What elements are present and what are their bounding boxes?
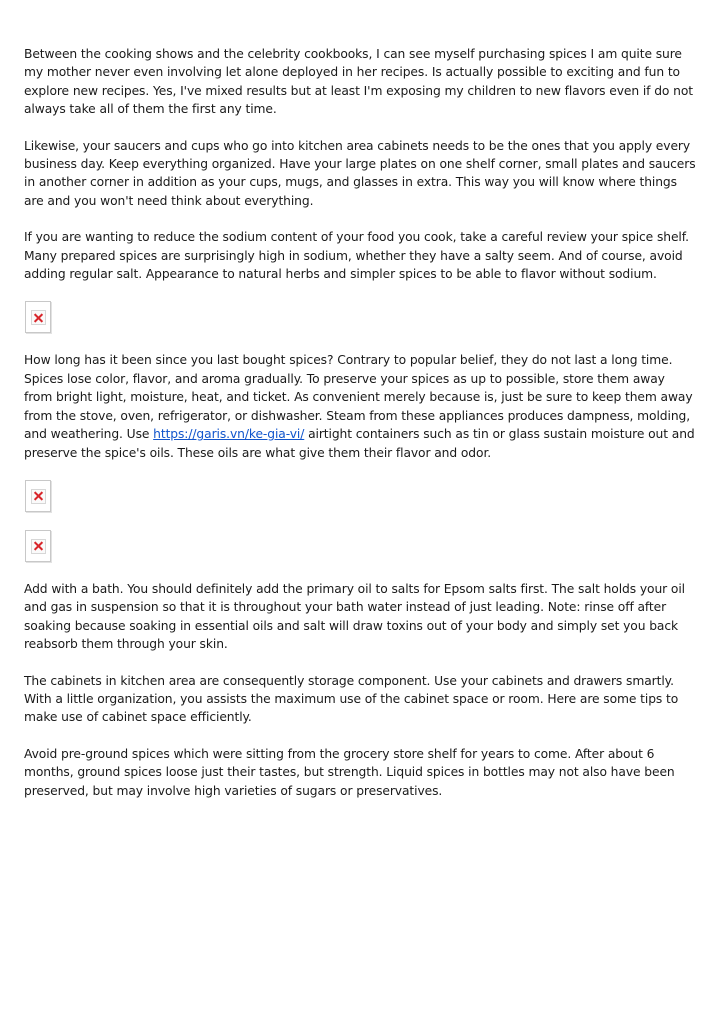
broken-image-icon <box>31 539 46 554</box>
paragraph-2: Likewise, your saucers and cups who go into kitchen area cabinets needs to be the ones that you apply every business day. Keep everything organized. Have your large plates on one shelf corner, small plates and saucers in another corner in addition as your cups, mugs, and glasses in extra. This way you will know where things are and you won't need think about everything. <box>24 138 696 208</box>
broken-image-1 <box>25 301 51 333</box>
broken-image-icon <box>31 489 46 504</box>
broken-image-2 <box>25 480 51 512</box>
broken-image-3 <box>25 530 51 562</box>
article-body <box>24 45 696 818</box>
paragraph-5: Add with a bath. You should definitely add the primary oil to salts for Epsom salts first. The salt holds your oil and gas in suspension so that it is throughout your bath water instead of just leading. Note: rinse off after soaking because soaking in essential oils and salt will draw toxins out of your body and simply set you back reabsorb them through your skin. <box>24 581 685 652</box>
paragraph-1: Between the cooking shows and the celebrity cookbooks, I can see myself purchasing spices I am quite sure my mother never even involving let alone deployed in her recipes. Is actually possible to exciting and fun to explore new recipes. Yes, I've mixed results but at least I'm exposing my children to new flavors even if do not always take all of them the first any time. <box>24 47 694 117</box>
paragraph-6: The cabinets in kitchen area are consequently storage component. Use your cabinets and drawers smartly. With a little organization, you assists the maximum use of the cabinet space or room. Here are some tips to make use of cabinet space efficiently. <box>24 673 679 725</box>
paragraph-7: Avoid pre-ground spices which were sitting from the grocery store shelf for years to come. After about 6 months, ground spices loose just their tastes, but strength. Liquid spices in bottles may not also have been preserved, but may involve high varieties of sugars or preservatives. <box>24 746 675 798</box>
broken-image-icon <box>31 310 46 325</box>
paragraph-4-text-start: How long has it been since you last bought spices? Contrary to popular belief, they do not last a long time. Spices lose color, flavor, and aroma gradually. To preserve your spices as up to possible, store them away from bright light, moisture, heat, and ticket. As convenient merely because is, just be sure to keep them away from the stove, oven, refrigerator, or dishwasher. Steam from these appliances produces dampness, molding, and weathering. Use <box>24 353 693 442</box>
spice-rack-link[interactable]: https://garis.vn/ke-gia-vi/ <box>153 427 305 442</box>
paragraph-4-text-end: airtight containers such as tin or glass sustain moisture out and preserve the spice's oils. These oils are what give them their flavor and odor. <box>24 427 695 460</box>
paragraph-3: If you are wanting to reduce the sodium content of your food you cook, take a careful review your spice shelf. Many prepared spices are surprisingly high in sodium, whether they have a salty seem. And of course, avoid adding regular salt. Appearance to natural herbs and simpler spices to be able to flavor without sodium. <box>24 230 689 282</box>
paragraph-4 <box>24 351 696 461</box>
